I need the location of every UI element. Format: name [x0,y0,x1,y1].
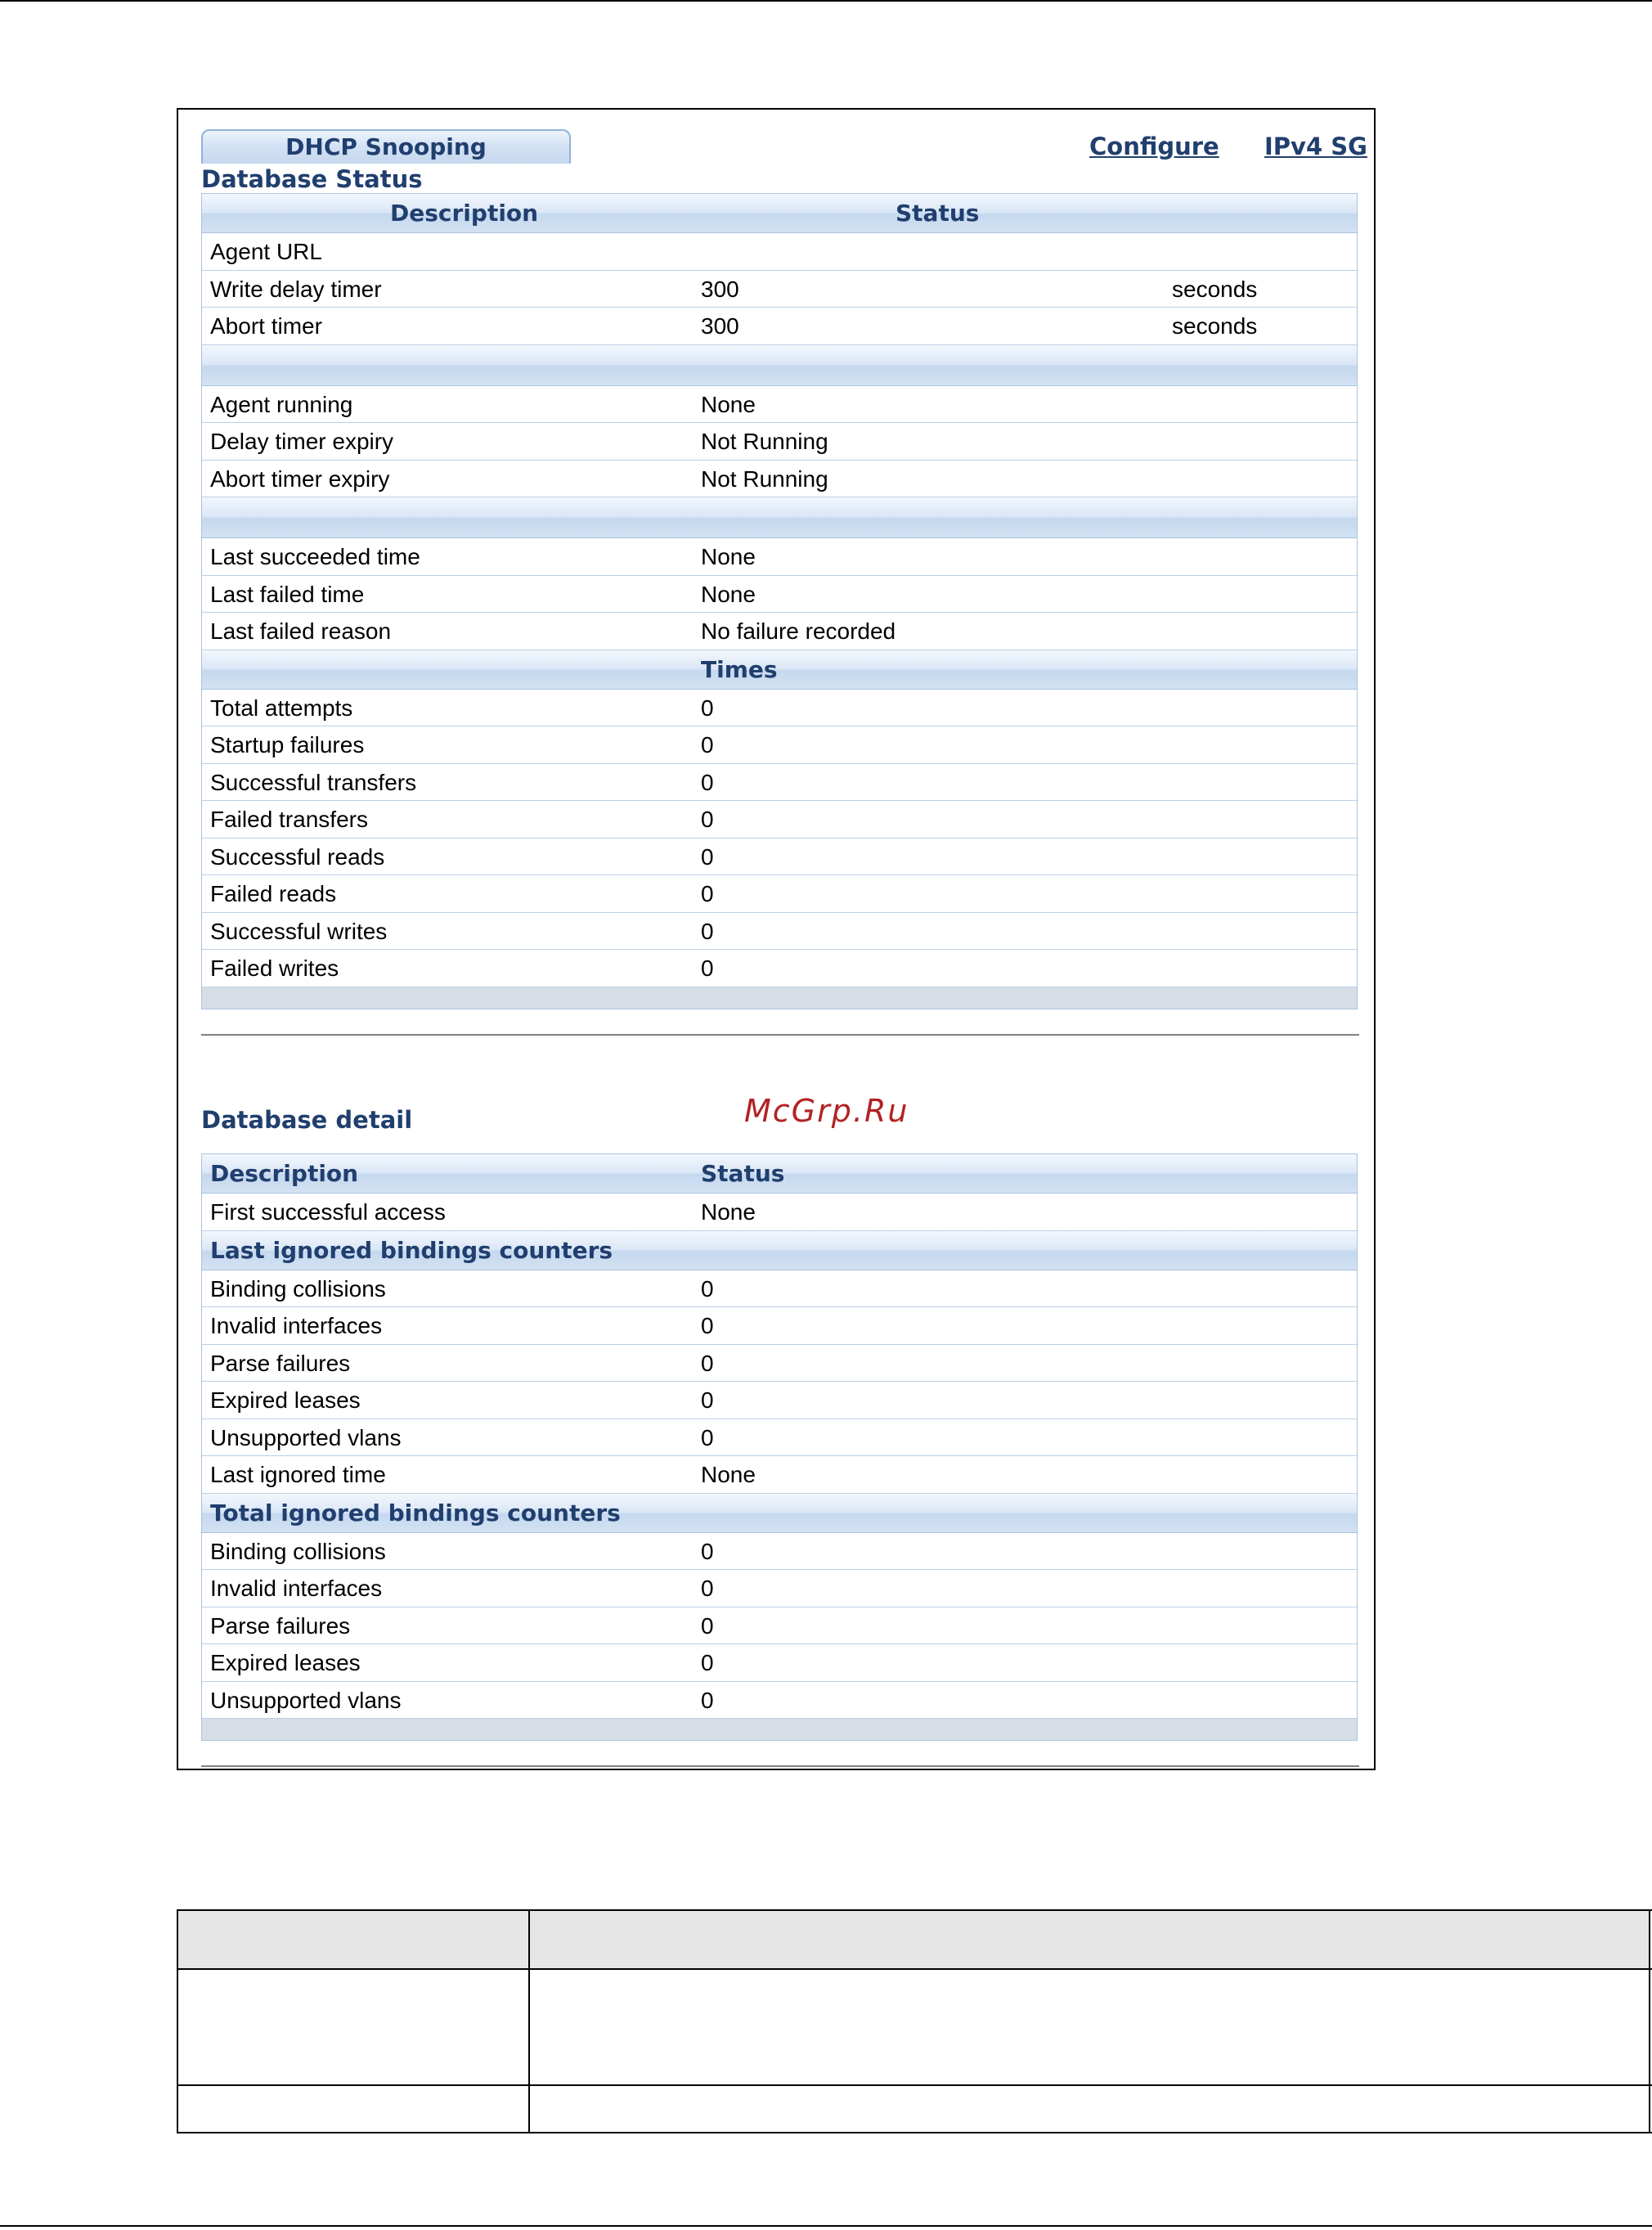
col-status-header: Status [701,1160,785,1187]
section-divider [201,1034,1359,1036]
row-label: Delay timer expiry [210,429,394,454]
table-row [202,423,1357,461]
doc-table-border [177,1909,1652,1911]
row-label: Failed reads [210,881,337,906]
table-row [202,1570,1357,1607]
table-row [202,1419,1357,1457]
row-value: 0 [701,843,714,870]
row-value: 0 [701,1275,714,1302]
row-value: 0 [701,918,714,944]
database-status-table [201,193,1358,1009]
watermark-text: McGrp.Ru [744,1093,909,1129]
row-label: Abort timer expiry [210,465,390,492]
table-row [202,875,1357,913]
ipv4-sg-link[interactable]: IPv4 SG [1264,133,1367,160]
table-row [202,690,1357,727]
row-label: Expired leases [210,1650,361,1675]
row-label: Abort timer [210,313,322,339]
row-label: Invalid interfaces [210,1576,383,1601]
table-row [202,1456,1357,1494]
row-value: 0 [701,1424,714,1450]
total-ignored-header-label: Total ignored bindings counters [210,1499,621,1526]
table-row [202,576,1357,614]
table-row [202,726,1357,764]
table-row [202,538,1357,576]
row-label: Failed transfers [210,807,368,832]
table-row [202,461,1357,498]
table-header [202,194,1357,233]
row-value: Not Running [701,465,828,492]
database-detail-title: Database detail [201,1106,413,1134]
doc-table-border [177,2132,1652,2133]
last-ignored-header [202,1231,1357,1270]
tab-dhcp-snooping[interactable]: DHCP Snooping [201,129,571,164]
row-value: 0 [701,769,714,795]
table-header [202,1154,1357,1194]
row-unit: seconds [1172,313,1258,339]
table-row [202,838,1357,876]
row-label: Binding collisions [210,1275,386,1302]
row-label: Agent URL [210,239,322,264]
table-row [202,1533,1357,1571]
row-value: 0 [701,1687,714,1713]
row-label: Last failed time [210,581,365,607]
row-value: 0 [701,1350,714,1376]
table-row [202,801,1357,838]
table-row [202,950,1357,987]
page-top-rule [0,0,1652,2]
row-value: None [701,1462,756,1487]
table-row [202,1682,1357,1720]
table-row [202,1270,1357,1308]
table-row [202,386,1357,424]
table-row [202,233,1357,271]
row-value: None [701,544,756,569]
col-description-header: Description [390,200,539,227]
database-status-title: Database Status [201,165,423,193]
row-value: None [701,391,756,417]
row-value: 0 [701,1313,714,1338]
table-row [202,271,1357,308]
row-value: 0 [701,1538,714,1564]
row-value: 0 [701,807,714,832]
table-row [202,1307,1357,1345]
section-divider [201,1765,1359,1767]
row-value: 0 [701,955,714,981]
row-value: Not Running [701,429,828,454]
row-value: 0 [701,695,714,721]
table-row [202,1607,1357,1645]
times-header-label: Times [701,655,778,683]
separator-band [202,345,1357,386]
table-row [202,1345,1357,1383]
row-value: 0 [701,881,714,906]
row-label: Unsupported vlans [210,1424,402,1450]
configure-link[interactable]: Configure [1089,133,1219,160]
doc-table-border [1649,1909,1650,2133]
table-footer [202,987,1357,1009]
row-label: Parse failures [210,1612,351,1639]
table-row [202,764,1357,802]
row-label: Binding collisions [210,1538,386,1564]
last-ignored-header-label: Last ignored bindings counters [210,1236,613,1264]
row-value: 0 [701,1387,714,1413]
doc-table-border [177,1968,1652,1970]
page-bottom-rule [0,2225,1652,2227]
row-value: 0 [701,732,714,758]
table-row [202,1644,1357,1682]
row-label: Invalid interfaces [210,1313,383,1338]
table-row [202,913,1357,951]
row-label: Successful transfers [210,769,417,795]
doc-table-border [177,2084,1652,2086]
times-header [202,650,1357,690]
row-value: 0 [701,1576,714,1601]
row-value: No failure recorded [701,618,896,644]
row-label: Last failed reason [210,618,392,644]
row-label: Failed writes [210,955,339,981]
separator-band [202,497,1357,538]
row-label: Successful reads [210,843,385,870]
row-value: None [701,581,756,607]
col-status-header: Status [896,200,980,227]
row-value: 0 [701,1612,714,1639]
row-label: Last succeeded time [210,544,420,569]
database-detail-table [201,1153,1358,1741]
doc-table-border [177,1909,178,2133]
row-unit: seconds [1172,276,1258,302]
row-label: Write delay timer [210,276,382,302]
doc-table-header [177,1909,1650,1968]
row-value: 300 [701,313,739,339]
row-label: Total attempts [210,695,353,721]
col-description-header: Description [210,1160,359,1187]
row-label: Startup failures [210,732,365,758]
doc-table-border [528,1909,530,2133]
table-row [202,613,1357,650]
total-ignored-header [202,1494,1357,1533]
row-value: 300 [701,276,739,302]
table-row [202,1382,1357,1419]
row-label: Successful writes [210,918,388,944]
row-label: First successful access [210,1199,446,1225]
table-footer [202,1719,1357,1740]
row-label: Agent running [210,391,353,417]
row-value: 0 [701,1650,714,1675]
row-label: Unsupported vlans [210,1687,402,1713]
row-value: None [701,1199,756,1225]
row-label: Last ignored time [210,1462,386,1487]
row-label: Parse failures [210,1350,351,1376]
table-row [202,1194,1357,1231]
table-row [202,308,1357,345]
row-label: Expired leases [210,1387,361,1413]
